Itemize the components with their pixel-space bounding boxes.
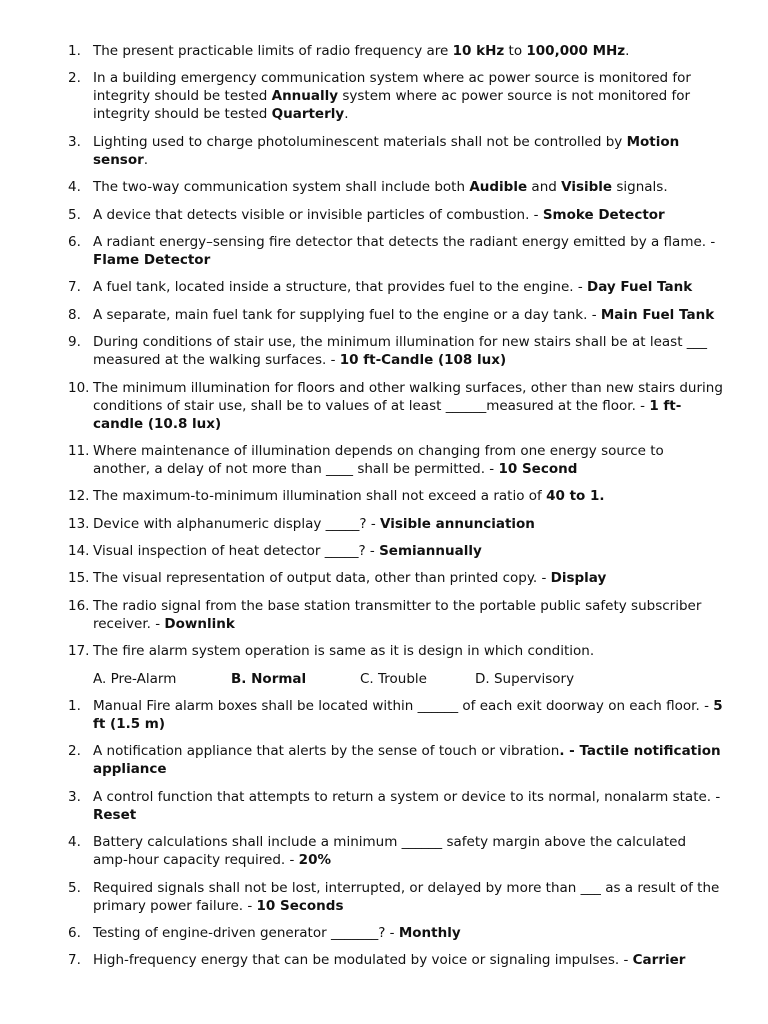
list-item: [0, 788, 768, 824]
answer-choice: [475, 670, 574, 688]
item-number: 6.: [68, 924, 81, 941]
item-number: 7.: [68, 279, 81, 296]
item-number: 15.: [68, 570, 90, 587]
item-text: [93, 279, 692, 295]
item-number: 2.: [68, 70, 81, 87]
list-item: [0, 697, 768, 733]
item-text: [93, 643, 594, 659]
item-text: [93, 179, 668, 195]
item-number: 5.: [68, 879, 81, 896]
question-text: .: [143, 151, 149, 168]
item-text: [93, 516, 535, 532]
list-item: [0, 879, 768, 915]
answer-choice: [360, 670, 427, 688]
item-text: [93, 952, 685, 968]
list-item: [0, 833, 768, 869]
item-number: 7.: [68, 952, 81, 969]
answer-text: Main Fuel Tank: [600, 306, 715, 323]
question-text: Required signals shall not be lost, interrupted, or delayed by more than ___ as a result of the primary power failure. -: [93, 879, 720, 914]
question-text: to: [504, 43, 527, 59]
list-item: [0, 42, 768, 60]
question-text: A radiant energy–sensing fire detector that detects the radiant energy emitted by a flame. -: [93, 233, 716, 250]
item-text: [93, 743, 721, 777]
item-text: [93, 488, 605, 504]
item-text: [93, 70, 691, 122]
answer-text: Visible: [561, 179, 613, 196]
answer-text: 10 ft-Candle (108 lux): [339, 352, 507, 369]
list-item: [0, 951, 768, 969]
item-number: 3.: [68, 133, 81, 150]
answer-text: Day Fuel Tank: [587, 279, 693, 296]
item-number: 6.: [68, 233, 81, 250]
item-text: [93, 834, 686, 868]
item-text: [93, 880, 719, 914]
list-item: [0, 569, 768, 587]
question-text: In a building emergency communication system where ac power source is monitored for integrity should be tested: [93, 70, 691, 105]
question-text: During conditions of stair use, the minimum illumination for new stairs shall be at least ___ measured at the walking surfaces. -: [93, 334, 708, 369]
item-number: 2.: [68, 743, 81, 760]
item-number: 12.: [68, 488, 90, 505]
question-text: The minimum illumination for floors and other walking surfaces, other than new stairs during conditions of stair use, shall be to values of at least ______measured at the floor. -: [93, 379, 723, 414]
list-item: [0, 206, 768, 224]
question-text: signals.: [612, 179, 668, 196]
answer-text: Flame Detector: [93, 251, 211, 268]
list-item: [0, 442, 768, 478]
item-text: [93, 43, 629, 59]
answer-text: Motion sensor: [93, 133, 680, 168]
item-text: [93, 134, 679, 168]
question-text: The maximum-to-minimum illumination shall not exceed a ratio of: [93, 488, 547, 505]
list-item: [0, 642, 768, 660]
answer-text: 40 to 1.: [546, 488, 605, 505]
item-number: 17.: [68, 643, 90, 660]
answer-text: Semiannually: [379, 543, 482, 560]
answer-choice: [93, 670, 176, 688]
list-item: [0, 742, 768, 778]
answer-text: Audible: [469, 179, 528, 196]
answer-choices: [0, 670, 768, 688]
list-item: [0, 597, 768, 633]
item-text: [93, 443, 664, 477]
answer-choice-label: B. Normal: [231, 670, 307, 687]
item-text: [93, 598, 701, 632]
answer-text: . - Tactile notification appliance: [93, 743, 721, 778]
item-text: [93, 307, 714, 323]
item-number: 10.: [68, 379, 90, 396]
answer-text: Display: [550, 570, 607, 587]
item-number: 14.: [68, 543, 90, 560]
list-item: [0, 333, 768, 369]
item-text: [93, 380, 723, 432]
item-text: [93, 334, 707, 368]
item-number: 3.: [68, 788, 81, 805]
answer-text: Monthly: [398, 924, 461, 941]
item-text: [93, 698, 723, 732]
item-text: [93, 789, 720, 823]
answer-text: 10 kHz: [452, 43, 505, 59]
answer-text: Reset: [93, 806, 137, 823]
item-number: 4.: [68, 834, 81, 851]
answer-choice-label: C. Trouble: [360, 670, 427, 687]
answer-text: 100,000 MHz: [526, 43, 626, 59]
item-number: 1.: [68, 698, 81, 715]
question-text: High-frequency energy that can be modulated by voice or signaling impulses. -: [93, 952, 633, 969]
question-text: Lighting used to charge photoluminescent materials shall not be controlled by: [93, 133, 627, 150]
answer-text: Visible annunciation: [380, 515, 535, 532]
item-number: 4.: [68, 179, 81, 196]
list-item: [0, 487, 768, 505]
question-text: A control function that attempts to return a system or device to its normal, nonalarm state. -: [93, 788, 721, 805]
answer-text: Annually: [271, 88, 339, 105]
question-text: Testing of engine-driven generator _______? -: [93, 924, 399, 941]
answer-text: Quarterly: [271, 106, 345, 123]
list-item: [0, 515, 768, 533]
item-number: 5.: [68, 206, 81, 223]
list-item: [0, 379, 768, 433]
item-number: 11.: [68, 442, 90, 459]
answer-text: 1 ft-candle (10.8 lux): [93, 397, 682, 432]
list-item: [0, 178, 768, 196]
question-text: .: [344, 106, 349, 123]
question-text: Manual Fire alarm boxes shall be located within ______ of each exit doorway on each floor. -: [93, 698, 714, 715]
list-item: [0, 542, 768, 560]
question-text: A notification appliance that alerts by the sense of touch or vibration: [93, 743, 560, 760]
question-text: The two-way communication system shall include both: [93, 179, 470, 196]
question-list: [0, 42, 768, 979]
question-text: A separate, main fuel tank for supplying fuel to the engine or a day tank. -: [93, 306, 601, 323]
item-text: [93, 925, 461, 941]
list-item: [0, 306, 768, 324]
question-text: The visual representation of output data, other than printed copy. -: [93, 570, 551, 587]
list-item: [0, 69, 768, 123]
question-text: Where maintenance of illumination depends on changing from one energy source to another, a delay of not more than ____ shall be permitted. -: [93, 442, 664, 477]
question-text: Battery calculations shall include a minimum ______ safety margin above the calculated amp-hour capacity required. -: [93, 834, 687, 869]
answer-text: Downlink: [164, 615, 235, 632]
question-text: The radio signal from the base station transmitter to the portable public safety subscriber receiver. -: [93, 597, 702, 632]
question-text: A device that detects visible or invisible particles of combustion. -: [93, 206, 543, 223]
question-text: .: [625, 43, 630, 59]
question-text: The present practicable limits of radio frequency are: [93, 43, 453, 59]
question-text: system where ac power source is not monitored for integrity should be tested: [93, 88, 691, 123]
question-text: The fire alarm system operation is same as it is design in which condition.: [93, 643, 595, 660]
item-text: [93, 234, 715, 268]
item-number: 8.: [68, 306, 81, 323]
item-number: 16.: [68, 597, 90, 614]
item-text: [93, 570, 606, 586]
list-item: [0, 133, 768, 169]
item-number: 9.: [68, 334, 81, 351]
question-text: Visual inspection of heat detector _____? -: [93, 543, 380, 560]
question-text: and: [527, 179, 562, 196]
answer-text: 5 ft (1.5 m): [93, 698, 723, 733]
question-text: Device with alphanumeric display _____? -: [93, 515, 380, 532]
answer-choice-label: D. Supervisory: [475, 670, 575, 687]
answer-text: Carrier: [632, 952, 686, 969]
answer-text: 20%: [298, 852, 331, 869]
item-text: [93, 207, 665, 223]
item-text: [93, 543, 482, 559]
list-item: [0, 924, 768, 942]
item-number: 13.: [68, 515, 90, 532]
answer-choice: [231, 670, 306, 688]
answer-text: 10 Seconds: [256, 897, 344, 914]
answer-text: Smoke Detector: [542, 206, 665, 223]
list-item: [0, 233, 768, 269]
list-item: [0, 278, 768, 296]
answer-text: 10 Second: [498, 460, 578, 477]
question-text: A fuel tank, located inside a structure, that provides fuel to the engine. -: [93, 279, 588, 296]
item-number: 1.: [68, 43, 81, 59]
answer-choice-label: A. Pre-Alarm: [93, 670, 177, 687]
